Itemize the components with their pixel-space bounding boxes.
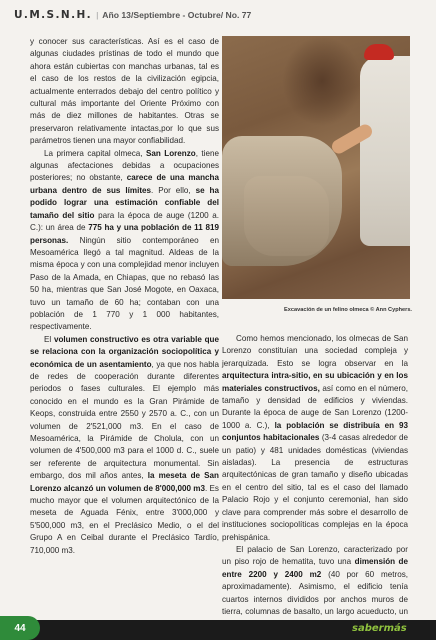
text-run: para la época de auge (1200 a. C.): un área de — [30, 210, 219, 233]
text-run: . Es mucho mayor que el volumen arquitectónico de la meseta de Aguada Fénix, entre 3'000,000 y 5'500,000 m3, en el Preclásico Medio, o el del Grupo A en Ceibal durante el Preclásico Tardío, 710,000 m3. — [30, 483, 219, 555]
paragraph — [30, 148, 219, 334]
left-column — [30, 36, 219, 557]
paragraph: y conocer sus características. Así es el caso de algunas ciudades prístinas de todo el mundo que ahora están cubiertas con manchas urbanas, tal es el caso de los restos de la civilización egipcia, actualmente enterrados debajo del centro político y cultural más importante del Oriente Próximo con más de diez millones de habitantes. Otras se preservaron relativamente intactas,por lo que sus parámetros tienen una mayor confiabilidad. — [30, 37, 219, 146]
bold-run: volumen constructivo es otra variable que se relaciona con la organización sociopolítica y económica de un asentamiento — [30, 334, 220, 369]
logo-part-accent: más — [383, 623, 407, 634]
text-run: El palacio de San Lorenzo, caracterizado por un piso rojo de hematita, tuvo una — [222, 544, 408, 567]
red-cap-shape — [364, 44, 394, 60]
right-column — [222, 333, 408, 631]
bold-run: la meseta de San Lorenzo alcanzó un volumen de 8'000,000 m3 — [30, 471, 219, 493]
bold-run: carece de una mancha urbana dentro de sus límites — [30, 173, 219, 195]
text-run: . Por ello, — [151, 185, 196, 195]
photo-caption: Excavación de un felino olmeca © Ann Cyphers. — [284, 307, 412, 313]
header-separator: | — [96, 10, 99, 20]
bold-run: arquitectura intra-sitio, en su ubicación y en los materiales constructivos, — [222, 371, 408, 393]
logo-part: saber — [352, 623, 384, 634]
bold-run: se ha podido lograr una estimación confiable del tamaño del sitio — [30, 185, 219, 220]
page-number: 44 — [0, 616, 40, 640]
photo-shadow — [282, 36, 362, 126]
paragraph — [222, 333, 408, 544]
text-run: (3-4 casas alrededor de un patio) y 481 unidades domésticas (viviendas aisladas). La presencia de estructuras arquitectónicas de gran tamaño y diseño ubicadas en el centro del sitio, tal es el caso del llamado Palacio Rojo y el conjunto ceremonial, han sido clave para comprender más sobre el desarrollo de instituciones sociopolíticas complejas en la época prehispánica. — [222, 433, 408, 542]
archaeologist-figure — [360, 56, 410, 246]
text-run: , tiene algunas afectaciones debidas a ocupaciones posteriores; no obstante, — [30, 148, 219, 183]
bold-run: San Lorenzo — [145, 148, 196, 158]
text-run: (40 por 60 metros, aproximadamente). Asimismo, el edificio tenía cuartos internos divididos por anchos muros de tierra, columnas de basalto, un largo acueducto, un — [222, 569, 408, 616]
running-header — [14, 10, 424, 21]
page-footer — [0, 616, 436, 640]
text-run: Como hemos mencionado, los olmecas de San Lorenzo constituían una sociedad compleja y jerarquizada. Esto se logra observar en la — [222, 334, 408, 368]
text-run: , ya que nos habla de redes de cooperación durante diferentes periodos o fases culturales. El ejemplo más conocido en el mundo es la Gran Pirámide de Keops, construida entre 2550 y 2570 a. C., con un volumen de 2'521,000 m3. En el caso de Mesoamérica, la Pirámide de Cholula, con un volumen de 4'500,000 m3 para el 1000 d. C., suele ser referente de arquitectura monumental. Sin embargo, dos mil años antes, — [30, 359, 219, 481]
sculpture-detail-shape — [244, 176, 329, 256]
bold-run: la población se distribuía en 93 conjuntos habitacionales — [222, 420, 409, 443]
text-run: La primera capital olmeca, — [44, 148, 146, 158]
saber-mas-logo — [352, 623, 407, 634]
bold-run: dimensión de entre 2200 y 2400 m2 — [222, 557, 408, 579]
publication-brand: U.M.S.N.H. — [14, 9, 93, 21]
paragraph — [30, 334, 219, 557]
bold-run: 775 ha y una población de 11 819 personas. — [30, 223, 219, 245]
issue-info: Año 13/Septiembre - Octubre/ No. 77 — [102, 10, 252, 20]
excavation-photo — [222, 36, 410, 299]
text-run: así como en el número, tamaño y densidad de edificios y viviendas. Durante la época de auge de San Lorenzo (1200-1000 a. C.), — [222, 383, 408, 430]
text-run: Ningún sitio contemporáneo en Mesoamérica llegó a tal magnitud. Aldeas de la misma época y con una complejidad menor incluyen Paso de la Amada, en Chiapas, que no rebasó las 50 ha, mientras que San José Mogote, en Oaxaca, tuvo un tamaño de 60 ha; contaban con una población de 1 770 y 1 000 habitantes, respectivamente. — [30, 235, 219, 332]
text-run: El — [44, 334, 54, 344]
